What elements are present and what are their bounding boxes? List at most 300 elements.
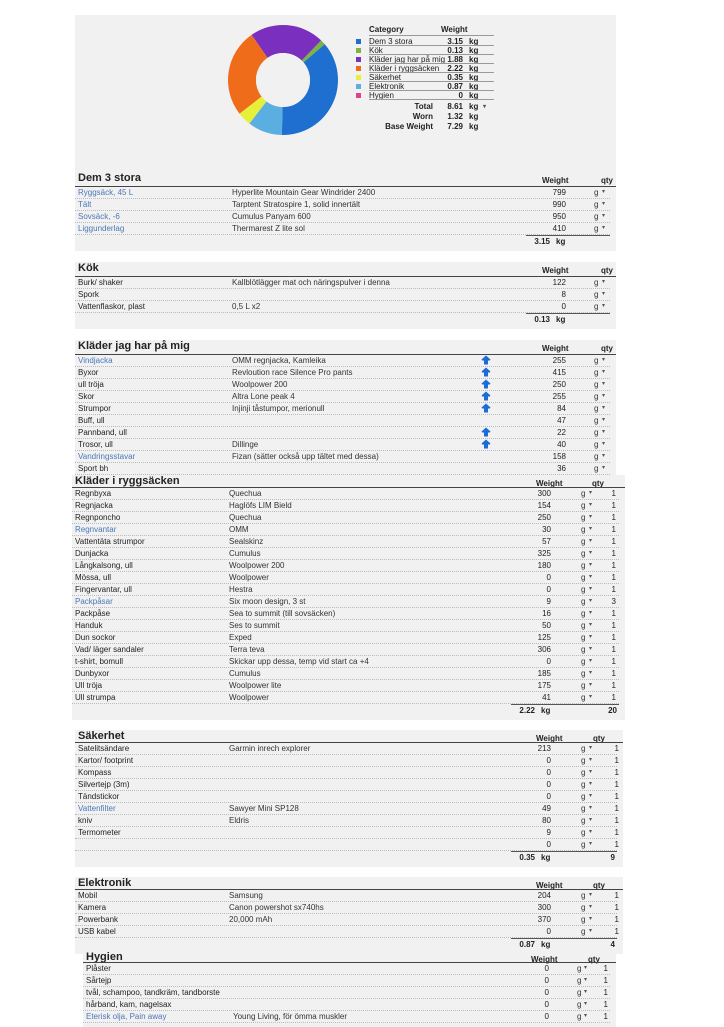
item-description: Woolpower 200 <box>232 380 288 389</box>
unit-dropdown-caret-icon[interactable]: ▾ <box>602 213 606 219</box>
item-unit-select[interactable]: g <box>581 645 586 654</box>
item-weight-input[interactable]: 8 <box>561 290 566 299</box>
item-unit-select[interactable]: g <box>581 489 586 498</box>
unit-dropdown-caret-icon[interactable]: ▾ <box>584 1013 588 1019</box>
item-qty[interactable]: 1 <box>611 501 616 510</box>
unit-dropdown-caret-icon[interactable]: ▾ <box>589 817 593 823</box>
unit-dropdown-caret-icon[interactable]: ▾ <box>589 562 593 568</box>
item-unit-select[interactable]: g <box>581 756 586 765</box>
item-name: Vattenflaskor, plast <box>78 302 145 311</box>
item-qty[interactable]: 1 <box>611 561 616 570</box>
section-total-row <box>511 704 619 717</box>
item-name-link[interactable]: Eterisk olja, Pain away <box>86 1012 167 1021</box>
item-unit-select[interactable]: g <box>594 224 599 233</box>
item-unit-select[interactable]: g <box>581 621 586 630</box>
unit-dropdown-caret-icon[interactable]: ▾ <box>589 490 593 496</box>
item-qty[interactable]: 1 <box>611 633 616 642</box>
unit-dropdown-caret-icon[interactable]: ▾ <box>589 634 593 640</box>
unit-dropdown-caret-icon[interactable]: ▾ <box>602 441 606 447</box>
section-total-qty: 4 <box>610 940 615 949</box>
item-qty[interactable]: 1 <box>614 768 619 777</box>
summary-total-unit[interactable]: kg <box>469 102 479 111</box>
worn-shirt-icon[interactable] <box>481 403 491 413</box>
item-weight-input[interactable]: 0 <box>546 792 551 801</box>
item-row <box>83 987 610 999</box>
unit-dropdown-caret-icon[interactable]: ▾ <box>584 1001 588 1007</box>
summary-total-label: Total <box>414 102 433 111</box>
item-weight-input[interactable]: 300 <box>537 489 551 498</box>
item-qty[interactable]: 1 <box>614 792 619 801</box>
item-unit-select[interactable]: g <box>581 561 586 570</box>
item-name-link[interactable]: Liggunderlag <box>78 224 125 233</box>
unit-dropdown-caret-icon[interactable]: ▾ <box>602 393 606 399</box>
summary-category-unit: kg <box>469 91 479 100</box>
item-name: USB kabel <box>78 927 116 936</box>
item-description: Ses to summit <box>229 621 280 630</box>
section-total-weight: 0.87 <box>519 940 535 949</box>
item-description: Woolpower <box>229 693 269 702</box>
item-unit-select[interactable]: g <box>581 525 586 534</box>
column-header-qty: qty <box>601 344 613 353</box>
item-weight-input[interactable]: 204 <box>537 891 551 900</box>
item-name: Kartor/ footprint <box>78 756 134 765</box>
item-name-link[interactable]: Ryggsäck, 45 L <box>78 188 134 197</box>
unit-dropdown-caret-icon[interactable]: ▾ <box>584 989 588 995</box>
item-unit-select[interactable]: g <box>581 609 586 618</box>
column-header-weight: Weight <box>536 479 563 488</box>
item-weight-input[interactable]: 180 <box>537 561 551 570</box>
item-weight-input[interactable]: 30 <box>542 525 551 534</box>
item-name-link[interactable]: Tält <box>78 200 92 209</box>
unit-dropdown-caret-icon[interactable]: ▾ <box>589 682 593 688</box>
item-weight-input[interactable]: 0 <box>546 927 551 936</box>
item-unit-select[interactable]: g <box>581 693 586 702</box>
item-weight-input[interactable]: 16 <box>542 609 551 618</box>
unit-dropdown-caret-icon[interactable]: ▾ <box>589 841 593 847</box>
section-total-weight: 0.35 <box>519 853 535 862</box>
item-weight-input[interactable]: 57 <box>542 537 551 546</box>
worn-shirt-icon[interactable] <box>481 355 491 365</box>
item-weight-input[interactable]: 250 <box>537 513 551 522</box>
unit-dropdown-caret-icon[interactable]: ▾ <box>589 502 593 508</box>
item-qty[interactable]: 1 <box>611 669 616 678</box>
item-description: Injinji tåstumpor, merionull <box>232 404 325 413</box>
item-unit-select[interactable]: g <box>594 464 599 473</box>
item-unit-select[interactable]: g <box>594 368 599 377</box>
item-weight-input[interactable]: 154 <box>537 501 551 510</box>
item-name: Vattentäta strumpor <box>75 537 145 546</box>
column-header-weight: Weight <box>542 344 569 353</box>
item-weight-input[interactable]: 22 <box>557 428 566 437</box>
item-qty[interactable]: 1 <box>614 828 619 837</box>
item-weight-input[interactable]: 250 <box>552 380 566 389</box>
item-unit-select[interactable]: g <box>594 212 599 221</box>
item-qty[interactable]: 1 <box>614 756 619 765</box>
section-title: Kläder i ryggsäcken <box>75 475 180 487</box>
item-qty[interactable]: 1 <box>611 513 616 522</box>
item-name-link[interactable]: Sovsäck, -6 <box>78 212 120 221</box>
item-name: Vad/ läger sandaler <box>75 645 144 654</box>
item-unit-select[interactable]: g <box>594 428 599 437</box>
item-row <box>75 391 610 403</box>
item-unit-select[interactable]: g <box>594 452 599 461</box>
item-description: Six moon design, 3 st <box>229 597 306 606</box>
item-weight-input[interactable]: 50 <box>542 621 551 630</box>
unit-dropdown-caret-icon[interactable]: ▾ <box>589 757 593 763</box>
item-unit-select[interactable]: g <box>581 513 586 522</box>
summary-category-weight: 0 <box>458 91 463 100</box>
unit-dropdown-caret-icon[interactable]: ▾ <box>602 429 606 435</box>
summary-total-value: 7.29 <box>447 122 463 131</box>
item-weight-input[interactable]: 410 <box>552 224 566 233</box>
item-name: tvål, schampoo, tandkräm, tandborste <box>86 988 220 997</box>
summary-category-unit: kg <box>469 46 479 55</box>
item-row <box>72 500 619 512</box>
item-unit-select[interactable]: g <box>581 597 586 606</box>
unit-dropdown-caret-icon[interactable]: ▾ <box>602 465 606 471</box>
summary-total-unit: kg <box>469 122 479 131</box>
item-unit-select[interactable]: g <box>577 964 582 973</box>
summary-total-row <box>353 122 523 132</box>
item-unit-select[interactable]: g <box>577 1012 582 1021</box>
item-row <box>72 536 619 548</box>
item-weight-input[interactable]: 47 <box>557 416 566 425</box>
item-row <box>75 755 617 767</box>
item-description: Quechua <box>229 489 262 498</box>
item-qty[interactable]: 1 <box>611 693 616 702</box>
item-unit-select[interactable]: g <box>594 392 599 401</box>
item-unit-select[interactable]: g <box>581 501 586 510</box>
item-qty[interactable]: 1 <box>614 927 619 936</box>
item-row <box>75 187 610 199</box>
item-unit-select[interactable]: g <box>581 669 586 678</box>
item-qty[interactable]: 3 <box>611 597 616 606</box>
item-unit-select[interactable]: g <box>581 549 586 558</box>
item-name: Trosor, ull <box>78 440 113 449</box>
item-weight-input[interactable]: 80 <box>542 816 551 825</box>
unit-dropdown-caret-icon[interactable]: ▾ <box>589 574 593 580</box>
unit-dropdown-caret-icon[interactable]: ▾ <box>602 225 606 231</box>
unit-dropdown-caret-icon[interactable]: ▾ <box>483 104 487 110</box>
unit-dropdown-caret-icon[interactable]: ▾ <box>589 670 593 676</box>
item-unit-select[interactable]: g <box>581 840 586 849</box>
unit-dropdown-caret-icon[interactable]: ▾ <box>589 622 593 628</box>
summary-category-label: Kläder i ryggsäcken <box>369 64 440 73</box>
item-qty[interactable]: 1 <box>614 804 619 813</box>
item-name-link[interactable]: Vattenfilter <box>78 804 116 813</box>
item-weight-input[interactable]: 0 <box>544 964 549 973</box>
summary-category-label: Säkerhet <box>369 73 402 82</box>
item-unit-select[interactable]: g <box>581 768 586 777</box>
item-qty[interactable]: 1 <box>611 657 616 666</box>
item-qty[interactable]: 1 <box>611 573 616 582</box>
item-unit-select[interactable]: g <box>581 681 586 690</box>
column-header-qty: qty <box>593 734 605 743</box>
item-qty[interactable]: 1 <box>614 780 619 789</box>
unit-dropdown-caret-icon[interactable]: ▾ <box>589 928 593 934</box>
item-unit-select[interactable]: g <box>577 1000 582 1009</box>
item-unit-select[interactable]: g <box>594 278 599 287</box>
section-total-qty: 20 <box>608 706 617 715</box>
item-weight-input[interactable]: 799 <box>552 188 566 197</box>
item-weight-input[interactable]: 84 <box>557 404 566 413</box>
unit-dropdown-caret-icon[interactable]: ▾ <box>589 598 593 604</box>
item-row <box>75 839 617 851</box>
item-row <box>75 301 610 313</box>
item-weight-input[interactable]: 255 <box>552 356 566 365</box>
item-qty[interactable]: 1 <box>611 549 616 558</box>
item-qty[interactable]: 1 <box>614 744 619 753</box>
item-weight-input[interactable]: 415 <box>552 368 566 377</box>
section-title: Säkerhet <box>78 730 125 742</box>
item-row <box>75 439 610 451</box>
item-weight-input[interactable]: 990 <box>552 200 566 209</box>
worn-shirt-icon[interactable] <box>481 367 491 377</box>
item-row <box>75 427 610 439</box>
item-unit-select[interactable]: g <box>581 792 586 801</box>
item-qty[interactable]: 1 <box>611 537 616 546</box>
section-total-unit: kg <box>541 853 551 862</box>
item-name: Strumpor <box>78 404 111 413</box>
section-total-unit: kg <box>541 940 551 949</box>
item-weight-input[interactable]: 0 <box>546 585 551 594</box>
summary-total-value: 1.32 <box>447 112 463 121</box>
item-weight-input[interactable]: 0 <box>544 976 549 985</box>
column-header-weight: Weight <box>542 176 569 185</box>
worn-shirt-icon[interactable] <box>481 427 491 437</box>
item-description: 20,000 mAh <box>229 915 273 924</box>
unit-dropdown-caret-icon[interactable]: ▾ <box>589 514 593 520</box>
item-row <box>75 779 617 791</box>
unit-dropdown-caret-icon[interactable]: ▾ <box>602 357 606 363</box>
category-color-swatch <box>356 39 361 44</box>
item-description: Hestra <box>229 585 253 594</box>
item-name: Ull strumpa <box>75 693 116 702</box>
item-qty[interactable]: 1 <box>611 489 616 498</box>
unit-dropdown-caret-icon[interactable]: ▾ <box>602 189 606 195</box>
item-weight-input[interactable]: 306 <box>537 645 551 654</box>
item-row <box>72 608 619 620</box>
item-qty[interactable]: 1 <box>614 915 619 924</box>
item-name: Kamera <box>78 903 107 912</box>
unit-dropdown-caret-icon[interactable]: ▾ <box>589 694 593 700</box>
unit-dropdown-caret-icon[interactable]: ▾ <box>589 829 593 835</box>
item-unit-select[interactable]: g <box>594 404 599 413</box>
item-row <box>75 415 610 427</box>
item-unit-select[interactable]: g <box>594 380 599 389</box>
item-name: Satelitsändare <box>78 744 130 753</box>
item-weight-input[interactable]: 0 <box>561 302 566 311</box>
worn-shirt-icon[interactable] <box>481 379 491 389</box>
item-qty[interactable]: 1 <box>603 976 608 985</box>
category-color-swatch <box>356 75 361 80</box>
item-description: Hyperlite Mountain Gear Windrider 2400 <box>232 188 376 197</box>
item-weight-input[interactable]: 122 <box>552 278 566 287</box>
unit-dropdown-caret-icon[interactable]: ▾ <box>589 805 593 811</box>
unit-dropdown-caret-icon[interactable]: ▾ <box>589 793 593 799</box>
item-unit-select[interactable]: g <box>581 915 586 924</box>
column-header-weight: Weight <box>531 955 558 964</box>
unit-dropdown-caret-icon[interactable]: ▾ <box>584 965 588 971</box>
unit-dropdown-caret-icon[interactable]: ▾ <box>589 586 593 592</box>
unit-dropdown-caret-icon[interactable]: ▾ <box>589 550 593 556</box>
item-unit-select[interactable]: g <box>577 988 582 997</box>
item-qty[interactable]: 1 <box>611 681 616 690</box>
item-qty[interactable]: 1 <box>614 903 619 912</box>
category-color-swatch <box>356 93 361 98</box>
worn-shirt-icon[interactable] <box>481 391 491 401</box>
item-weight-input[interactable]: 0 <box>546 756 551 765</box>
item-unit-select[interactable]: g <box>594 188 599 197</box>
item-qty[interactable]: 1 <box>611 585 616 594</box>
item-qty[interactable]: 1 <box>603 988 608 997</box>
unit-dropdown-caret-icon[interactable]: ▾ <box>602 453 606 459</box>
item-qty[interactable]: 1 <box>611 621 616 630</box>
item-qty[interactable]: 1 <box>614 840 619 849</box>
unit-dropdown-caret-icon[interactable]: ▾ <box>589 904 593 910</box>
item-qty[interactable]: 1 <box>603 1012 608 1021</box>
unit-dropdown-caret-icon[interactable]: ▾ <box>589 769 593 775</box>
item-weight-input[interactable]: 213 <box>537 744 551 753</box>
item-weight-input[interactable]: 185 <box>537 669 551 678</box>
item-qty[interactable]: 1 <box>611 525 616 534</box>
unit-dropdown-caret-icon[interactable]: ▾ <box>602 417 606 423</box>
item-unit-select[interactable]: g <box>581 585 586 594</box>
item-weight-input[interactable]: 0 <box>546 768 551 777</box>
item-unit-select[interactable]: g <box>581 816 586 825</box>
item-name-link[interactable]: Vindjacka <box>78 356 113 365</box>
unit-dropdown-caret-icon[interactable]: ▾ <box>589 526 593 532</box>
unit-dropdown-caret-icon[interactable]: ▾ <box>584 977 588 983</box>
column-header-weight: Weight <box>536 734 563 743</box>
unit-dropdown-caret-icon[interactable]: ▾ <box>589 745 593 751</box>
unit-dropdown-caret-icon[interactable]: ▾ <box>589 538 593 544</box>
item-row <box>72 512 619 524</box>
item-unit-select[interactable]: g <box>581 573 586 582</box>
item-qty[interactable]: 1 <box>603 1000 608 1009</box>
item-name: ull tröja <box>78 380 104 389</box>
unit-dropdown-caret-icon[interactable]: ▾ <box>602 405 606 411</box>
unit-dropdown-caret-icon[interactable]: ▾ <box>589 916 593 922</box>
section-total-unit: kg <box>556 315 566 324</box>
item-weight-input[interactable]: 0 <box>546 573 551 582</box>
item-name: Långkalsong, ull <box>75 561 133 570</box>
item-unit-select[interactable]: g <box>594 416 599 425</box>
item-weight-input[interactable]: 175 <box>537 681 551 690</box>
item-unit-select[interactable]: g <box>581 804 586 813</box>
item-name: Dunjacka <box>75 549 109 558</box>
item-unit-select[interactable]: g <box>594 290 599 299</box>
item-unit-select[interactable]: g <box>581 633 586 642</box>
section-total-qty: 9 <box>610 853 615 862</box>
item-name: Mobil <box>78 891 98 900</box>
unit-dropdown-caret-icon[interactable]: ▾ <box>602 381 606 387</box>
item-row <box>83 975 610 987</box>
item-unit-select[interactable]: g <box>581 657 586 666</box>
item-qty[interactable]: 1 <box>611 609 616 618</box>
item-unit-select[interactable]: g <box>581 828 586 837</box>
section-total-weight: 2.22 <box>519 706 535 715</box>
item-name-link[interactable]: Regnvantar <box>75 525 117 534</box>
item-description: Skickar upp dessa, temp vid start ca +4 <box>229 657 369 666</box>
item-weight-input[interactable]: 158 <box>552 452 566 461</box>
unit-dropdown-caret-icon[interactable]: ▾ <box>602 291 606 297</box>
item-weight-input[interactable]: 125 <box>537 633 551 642</box>
item-row <box>72 572 619 584</box>
item-weight-input[interactable]: 325 <box>537 549 551 558</box>
item-unit-select[interactable]: g <box>581 780 586 789</box>
item-unit-select[interactable]: g <box>577 976 582 985</box>
summary-category-unit: kg <box>469 82 479 91</box>
item-unit-select[interactable]: g <box>581 537 586 546</box>
item-qty[interactable]: 1 <box>614 816 619 825</box>
item-row <box>83 1011 610 1023</box>
item-name-link[interactable]: Packpåsar <box>75 597 113 606</box>
item-name: Sport bh <box>78 464 109 473</box>
item-row <box>75 199 610 211</box>
item-weight-input[interactable]: 0 <box>546 840 551 849</box>
item-description: Quechua <box>229 513 262 522</box>
item-weight-input[interactable]: 255 <box>552 392 566 401</box>
item-weight-input[interactable]: 0 <box>544 1000 549 1009</box>
item-weight-input[interactable]: 9 <box>546 828 551 837</box>
item-unit-select[interactable]: g <box>581 927 586 936</box>
unit-dropdown-caret-icon[interactable]: ▾ <box>602 201 606 207</box>
section-2 <box>75 262 616 329</box>
unit-dropdown-caret-icon[interactable]: ▾ <box>589 892 593 898</box>
unit-dropdown-caret-icon[interactable]: ▾ <box>602 369 606 375</box>
item-weight-input[interactable]: 950 <box>552 212 566 221</box>
item-unit-select[interactable]: g <box>594 302 599 311</box>
item-weight-input[interactable]: 9 <box>546 597 551 606</box>
item-unit-select[interactable]: g <box>581 891 586 900</box>
summary-category-label: Kök <box>369 46 383 55</box>
item-weight-input[interactable]: 0 <box>546 780 551 789</box>
item-unit-select[interactable]: g <box>581 903 586 912</box>
item-unit-select[interactable]: g <box>594 440 599 449</box>
item-qty[interactable]: 1 <box>603 964 608 973</box>
unit-dropdown-caret-icon[interactable]: ▾ <box>589 610 593 616</box>
worn-shirt-icon[interactable] <box>481 439 491 449</box>
unit-dropdown-caret-icon[interactable]: ▾ <box>602 303 606 309</box>
item-weight-input[interactable]: 0 <box>544 1012 549 1021</box>
item-weight-input[interactable]: 49 <box>542 804 551 813</box>
unit-dropdown-caret-icon[interactable]: ▾ <box>602 279 606 285</box>
item-name-link[interactable]: Vandringsstavar <box>78 452 136 461</box>
item-description: OMM <box>229 525 249 534</box>
item-unit-select[interactable]: g <box>581 744 586 753</box>
item-weight-input[interactable]: 36 <box>557 464 566 473</box>
item-weight-input[interactable]: 300 <box>537 903 551 912</box>
item-weight-input[interactable]: 0 <box>546 657 551 666</box>
item-weight-input[interactable]: 370 <box>537 915 551 924</box>
item-name: Pannband, ull <box>78 428 127 437</box>
item-weight-input[interactable]: 41 <box>542 693 551 702</box>
unit-dropdown-caret-icon[interactable]: ▾ <box>589 781 593 787</box>
item-weight-input[interactable]: 0 <box>544 988 549 997</box>
item-name: Powerbank <box>78 915 119 924</box>
item-description: Thermarest Z lite sol <box>232 224 305 233</box>
weight-donut-chart <box>218 15 348 145</box>
item-unit-select[interactable]: g <box>594 356 599 365</box>
unit-dropdown-caret-icon[interactable]: ▾ <box>589 658 593 664</box>
item-qty[interactable]: 1 <box>611 645 616 654</box>
item-weight-input[interactable]: 40 <box>557 440 566 449</box>
unit-dropdown-caret-icon[interactable]: ▾ <box>589 646 593 652</box>
item-unit-select[interactable]: g <box>594 200 599 209</box>
item-row <box>75 463 610 475</box>
item-qty[interactable]: 1 <box>614 891 619 900</box>
